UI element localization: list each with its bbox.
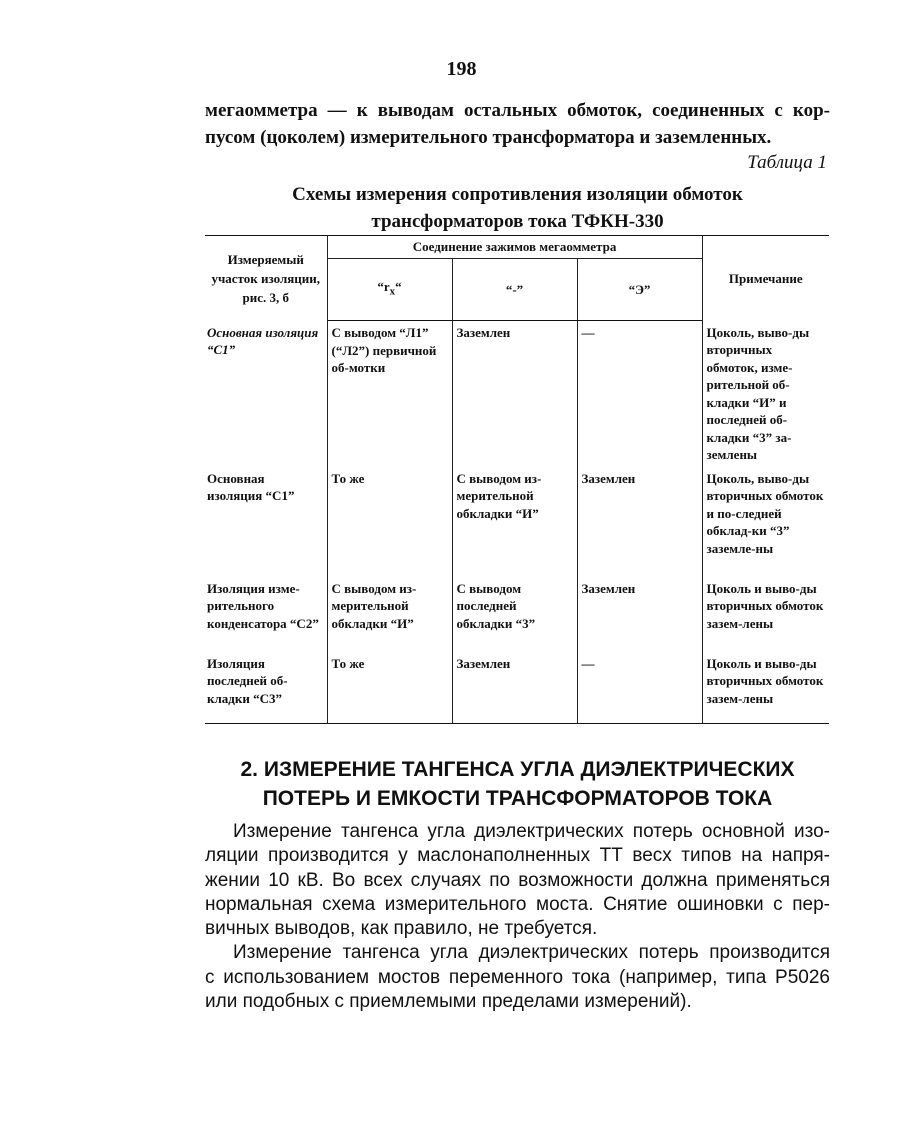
rx-close: “ [395, 278, 402, 294]
cell-area: Изоляция изме-рительного конденсатора “С2” [205, 577, 327, 652]
cell-rx: То же [327, 652, 452, 724]
column-header-area: Измеряемый участок изоляции, рис. 3, б [205, 236, 327, 321]
section-heading-line: ПОТЕРЬ И ЕМКОСТИ ТРАНСФОРМАТОРОВ ТОКА [262, 787, 773, 810]
table-title-line: Схемы измерения сопротивления изоляции обмоток [292, 184, 743, 205]
cell-e: — [577, 652, 702, 724]
table-row [205, 577, 829, 652]
body-line: нормальная схема измерительного моста. Снятие ошиновки с пер- [205, 893, 830, 915]
table-row [205, 467, 829, 577]
cell-minus: С выводом последней обкладки “3” [452, 577, 577, 652]
table-row [205, 321, 829, 467]
table-title-line: трансформаторов тока ТФКН-330 [371, 211, 664, 232]
table-row [205, 652, 829, 724]
table-caption: Таблица 1 [747, 152, 827, 173]
column-group-header: Соединение зажимов мегаомметра [327, 236, 702, 259]
cell-e: — [577, 321, 702, 467]
cell-note: Цоколь и выво-ды вторичных обмоток зазем-лены [702, 652, 829, 724]
cell-rx: То же [327, 467, 452, 577]
cell-rx: С выводом из-мерительной обкладки “И” [327, 577, 452, 652]
page-number: 198 [446, 58, 477, 80]
intro-paragraph [205, 97, 830, 151]
body-line: или подобных с приемлемыми пределами измерений). [205, 991, 692, 1013]
intro-line: мегаомметра — к выводам остальных обмоток, соединенных с кор- [205, 100, 830, 121]
column-header-note: Примечание [702, 236, 829, 321]
cell-rx: С выводом “Л1” (“Л2”) первичной об-мотки [327, 321, 452, 467]
cell-minus: Заземлен [452, 652, 577, 724]
body-line: Измерение тангенса угла диэлектрических потерь основной изо- [233, 821, 830, 842]
rx-open: “r [377, 278, 390, 294]
intro-line: пусом (цоколем) измерительного трансформатора и заземленных. [205, 127, 772, 148]
cell-note: Цоколь и выво-ды вторичных обмоток зазем-лены [702, 577, 829, 652]
section-heading-line: 2. ИЗМЕРЕНИЕ ТАНГЕНСА УГЛА ДИЭЛЕКТРИЧЕСКИХ [240, 758, 795, 781]
body-line: с использованием мостов переменного тока (например, типа Р5026 [205, 966, 830, 988]
body-line: вичных выводов, как правило, не требуется. [205, 918, 598, 940]
cell-e: Заземлен [577, 467, 702, 577]
cell-note: Цоколь, выво-ды вторичных обмоток и по-следней обклад-ки “3” заземле-ны [702, 467, 829, 577]
insulation-scheme-table [205, 235, 829, 724]
body-paragraphs [205, 820, 830, 1014]
cell-minus: С выводом из-мерительной обкладки “И” [452, 467, 577, 577]
cell-e: Заземлен [577, 577, 702, 652]
cell-area: Изоляция последней об-кладки “С3” [205, 652, 327, 724]
section-heading [205, 755, 830, 813]
column-header-e: “Э” [577, 259, 702, 321]
table-title [205, 181, 830, 235]
cell-area: Основная изоляция “С1” [205, 321, 327, 467]
cell-note: Цоколь, выво-ды вторичных обмоток, изме-рительной об-кладки “И” и последней об-кладки “3” за-землены [702, 321, 829, 467]
column-header-minus: “-” [452, 259, 577, 321]
body-line: жении 10 кВ. Во всех случаях по возможности должна применяться [205, 869, 830, 891]
rx-subscript: x [389, 285, 396, 298]
body-line: ляции производится у маслонаполненных ТТ весх типов на напря- [205, 845, 830, 867]
column-header-rx [327, 259, 452, 321]
cell-minus: Заземлен [452, 321, 577, 467]
cell-area: Основная изоляция “С1” [205, 467, 327, 577]
body-line: Измерение тангенса угла диэлектрических потерь производится [233, 942, 830, 964]
